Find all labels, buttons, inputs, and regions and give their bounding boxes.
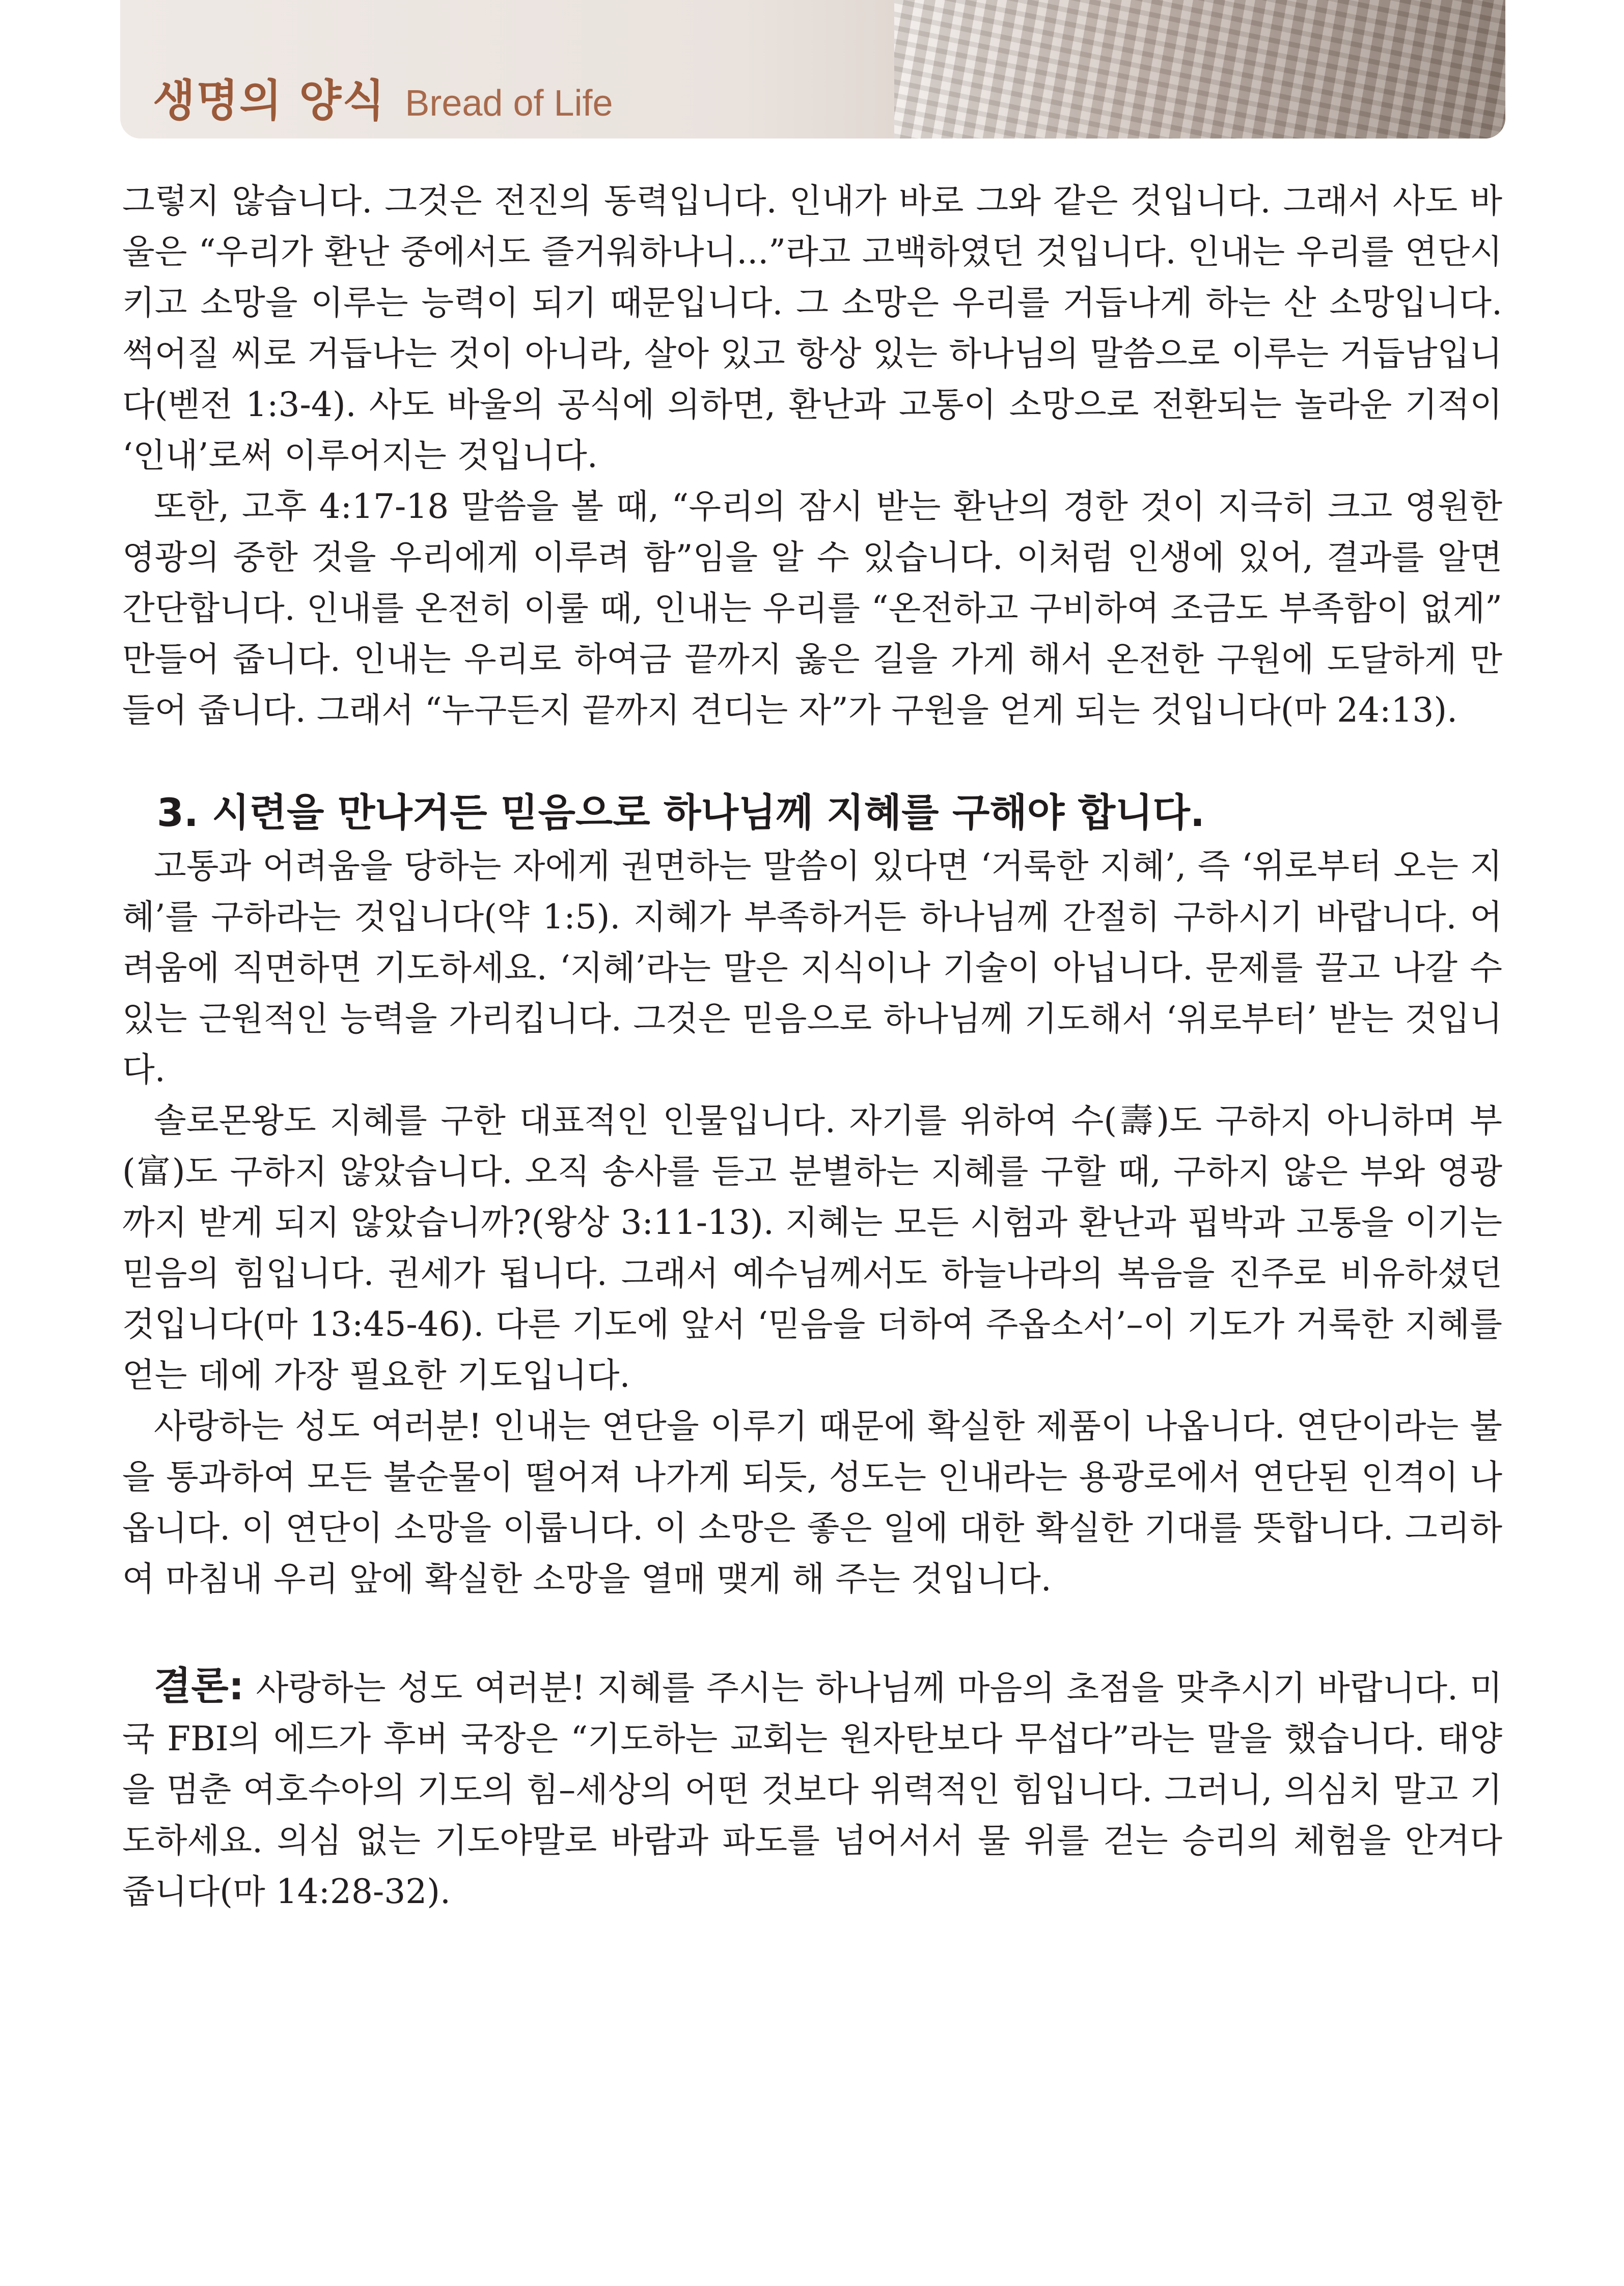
- conclusion-label: 결론:: [154, 1663, 244, 1709]
- section-3-heading: 3. 시련을 만나거든 믿음으로 하나님께 지혜를 구해야 합니다.: [157, 790, 1205, 835]
- conclusion-paragraph: [122, 1661, 1502, 1917]
- section-3-paragraph-2: 솔로몬왕도 지혜를 구한 대표적인 인물입니다. 자기를 위하여 수(壽)도 구하지 아니하며 부(富)도 구하지 않았습니다. 오직 송사를 듣고 분별하는 지혜를 구할 때, 구하지 않은 부와 영광까지 받게 되지 않았습니까?(왕상 3:11-13). 지혜는 모든 시험과 환난과 핍박과 고통을 이기는 믿음의 힘입니다. 권세가 됩니다. 그래서 예수님께서도 하늘나라의 복음을 진주로 비유하셨던 것입니다(마 13:45-46). 다른 기도에 앞서 ‘믿음을 더하여 주옵소서’–이 기도가 거룩한 지혜를 얻는 데에 가장 필요한 기도입니다.: [122, 1101, 1502, 1395]
- section-3-paragraph-3: 사랑하는 성도 여러분! 인내는 연단을 이루기 때문에 확실한 제품이 나옵니다. 연단이라는 불을 통과하여 모든 불순물이 떨어져 나가게 되듯, 성도는 인내라는 용광로에서 연단된 인격이 나옵니다. 이 연단이 소망을 이룹니다. 이 소망은 좋은 일에 대한 확실한 기대를 뜻합니다. 그리하여 마침내 우리 앞에 확실한 소망을 열매 맺게 해 주는 것입니다.: [122, 1407, 1502, 1599]
- header-photo-background: [894, 0, 1505, 139]
- intro-paragraph-1: 그렇지 않습니다. 그것은 전진의 동력입니다. 인내가 바로 그와 같은 것입니다. 그래서 사도 바울은 “우리가 환난 중에서도 즐거워하나니...”라고 고백하였던 것입니다. 인내는 우리를 연단시키고 소망을 이루는 능력이 되기 때문입니다. 그 소망은 우리를 거듭나게 하는 산 소망입니다. 썩어질 씨로 거듭나는 것이 아니라, 살아 있고 항상 있는 하나님의 말씀으로 이루는 거듭남입니다(벧전 1:3-4). 사도 바울의 공식에 의하면, 환난과 고통이 소망으로 전환되는 놀라운 기적이 ‘인내’로써 이루어지는 것입니다.: [122, 181, 1502, 475]
- header-title-korean: 생명의 양식: [153, 75, 386, 126]
- intro-paragraph-2: 또한, 고후 4:17-18 말씀을 볼 때, “우리의 잠시 받는 환난의 경한 것이 지극히 크고 영원한 영광의 중한 것을 우리에게 이루려 함”임을 알 수 있습니다. 이처럼 인생에 있어, 결과를 알면 간단합니다. 인내를 온전히 이룰 때, 인내는 우리를 “온전하고 구비하여 조금도 부족함이 없게” 만들어 줍니다. 인내는 우리로 하여금 끝까지 옳은 길을 가게 해서 온전한 구원에 도달하게 만들어 줍니다. 그래서 “누구든지 끝까지 견디는 자”가 구원을 얻게 되는 것입니다(마 24:13).: [122, 487, 1502, 730]
- page-header-title: [153, 65, 613, 126]
- conclusion-text: 사랑하는 성도 여러분! 지혜를 주시는 하나님께 마음의 초점을 맞추시기 바랍니다. 미국 FBI의 에드가 후버 국장은 “기도하는 교회는 원자탄보다 무섭다”라는 말을 했습니다. 태양을 멈춘 여호수아의 기도의 힘–세상의 어떤 것보다 위력적인 힘입니다. 그러니, 의심치 말고 기도하세요. 의심 없는 기도야말로 바람과 파도를 넘어서서 물 위를 걷는 승리의 체험을 안겨다 줍니다(마 14:28-32).: [122, 1668, 1502, 1911]
- article-body: [122, 176, 1502, 1917]
- header-title-english: Bread of Life: [405, 83, 613, 124]
- section-3-paragraph-1: 고통과 어려움을 당하는 자에게 권면하는 말씀이 있다면 ‘거룩한 지혜’, 즉 ‘위로부터 오는 지혜’를 구하라는 것입니다(약 1:5). 지혜가 부족하거든 하나님께 간절히 구하시기 바랍니다. 어려움에 직면하면 기도하세요. ‘지혜’라는 말은 지식이나 기술이 아닙니다. 문제를 끌고 나갈 수 있는 근원적인 능력을 가리킵니다. 그것은 믿음으로 하나님께 기도해서 ‘위로부터’ 받는 것입니다.: [122, 846, 1502, 1089]
